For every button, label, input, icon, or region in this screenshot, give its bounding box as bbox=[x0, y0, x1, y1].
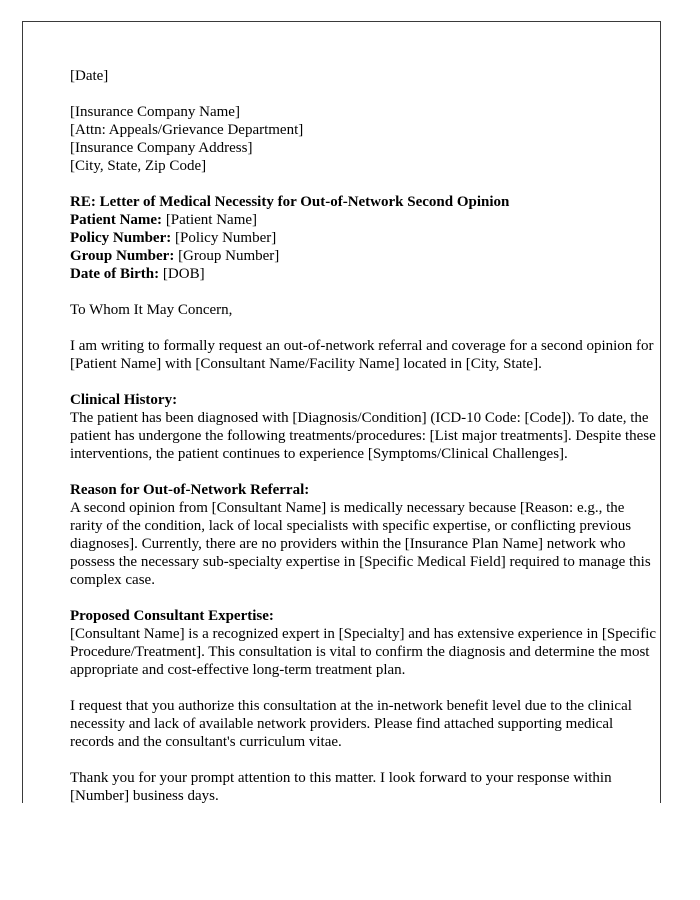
clinical-history-heading: Clinical History: bbox=[70, 392, 178, 408]
patient-name-label: Patient Name: bbox=[70, 212, 163, 228]
date-of-birth-field bbox=[70, 265, 658, 283]
address-line: [Attn: Appeals/Grievance Department] bbox=[70, 122, 304, 138]
consultant-expertise-heading: Proposed Consultant Expertise: bbox=[70, 608, 274, 624]
patient-name-field bbox=[70, 211, 658, 229]
consultant-expertise-body: [Consultant Name] is a recognized expert in [Specialty] and has extensive experience in [Specific Procedure/Treatment]. This consultation is vital to confirm the diagnosis and determine the most appropriate and cost-effective long-term treatment plan. bbox=[70, 626, 657, 678]
group-number-label: Group Number: bbox=[70, 248, 175, 264]
salutation: To Whom It May Concern, bbox=[70, 302, 233, 318]
policy-number-field bbox=[70, 229, 658, 247]
group-number-value: [Group Number] bbox=[178, 248, 280, 264]
policy-number-label: Policy Number: bbox=[70, 230, 172, 246]
date-of-birth-value: [DOB] bbox=[162, 266, 205, 282]
section-consultant-expertise bbox=[70, 607, 658, 679]
section-reason-for-referral bbox=[70, 481, 658, 589]
date-block bbox=[70, 67, 658, 85]
date-line: [Date] bbox=[70, 68, 109, 84]
reason-for-referral-body: A second opinion from [Consultant Name] is medically necessary because [Reason: e.g., the rarity of the condition, lack of local specialists with specific expertise, or conflicting previous diagnoses]. Currently, there are no providers within the [Insurance Plan Name] network who possess the necessary sub-specialty expertise in [Specific Medical Field] required to manage this complex case. bbox=[70, 500, 651, 588]
clinical-history-body: The patient has been diagnosed with [Diagnosis/Condition] (ICD-10 Code: [Code]). To date, the patient has undergone the following treatments/procedures: [List major treatments]. Despite these interventions, the patient continues to experience [Symptoms/Clinical Challenges]. bbox=[70, 410, 656, 462]
patient-name-value: [Patient Name] bbox=[165, 212, 258, 228]
intro-paragraph: I am writing to formally request an out-of-network referral and coverage for a second opinion for [Patient Name] with [Consultant Name/Facility Name] located in [City, State]. bbox=[70, 338, 654, 372]
letter-body bbox=[70, 67, 658, 823]
reason-for-referral-heading: Reason for Out-of-Network Referral: bbox=[70, 482, 310, 498]
request-paragraph: I request that you authorize this consultation at the in-network benefit level due to the clinical necessity and lack of available network providers. Please find attached supporting medical records and the consultant's curriculum vitae. bbox=[70, 698, 632, 750]
recipient-address-block bbox=[70, 103, 658, 175]
closing-paragraph: Thank you for your prompt attention to this matter. I look forward to your response within [Number] business days. bbox=[70, 770, 612, 804]
address-line: [Insurance Company Name] bbox=[70, 104, 240, 120]
address-line: [Insurance Company Address] bbox=[70, 140, 253, 156]
subject-block bbox=[70, 193, 658, 283]
section-clinical-history bbox=[70, 391, 658, 463]
document-page-frame bbox=[22, 21, 661, 803]
address-line: [City, State, Zip Code] bbox=[70, 158, 207, 174]
group-number-field bbox=[70, 247, 658, 265]
policy-number-value: [Policy Number] bbox=[174, 230, 277, 246]
re-line: RE: Letter of Medical Necessity for Out-of-Network Second Opinion bbox=[70, 194, 510, 210]
date-of-birth-label: Date of Birth: bbox=[70, 266, 160, 282]
